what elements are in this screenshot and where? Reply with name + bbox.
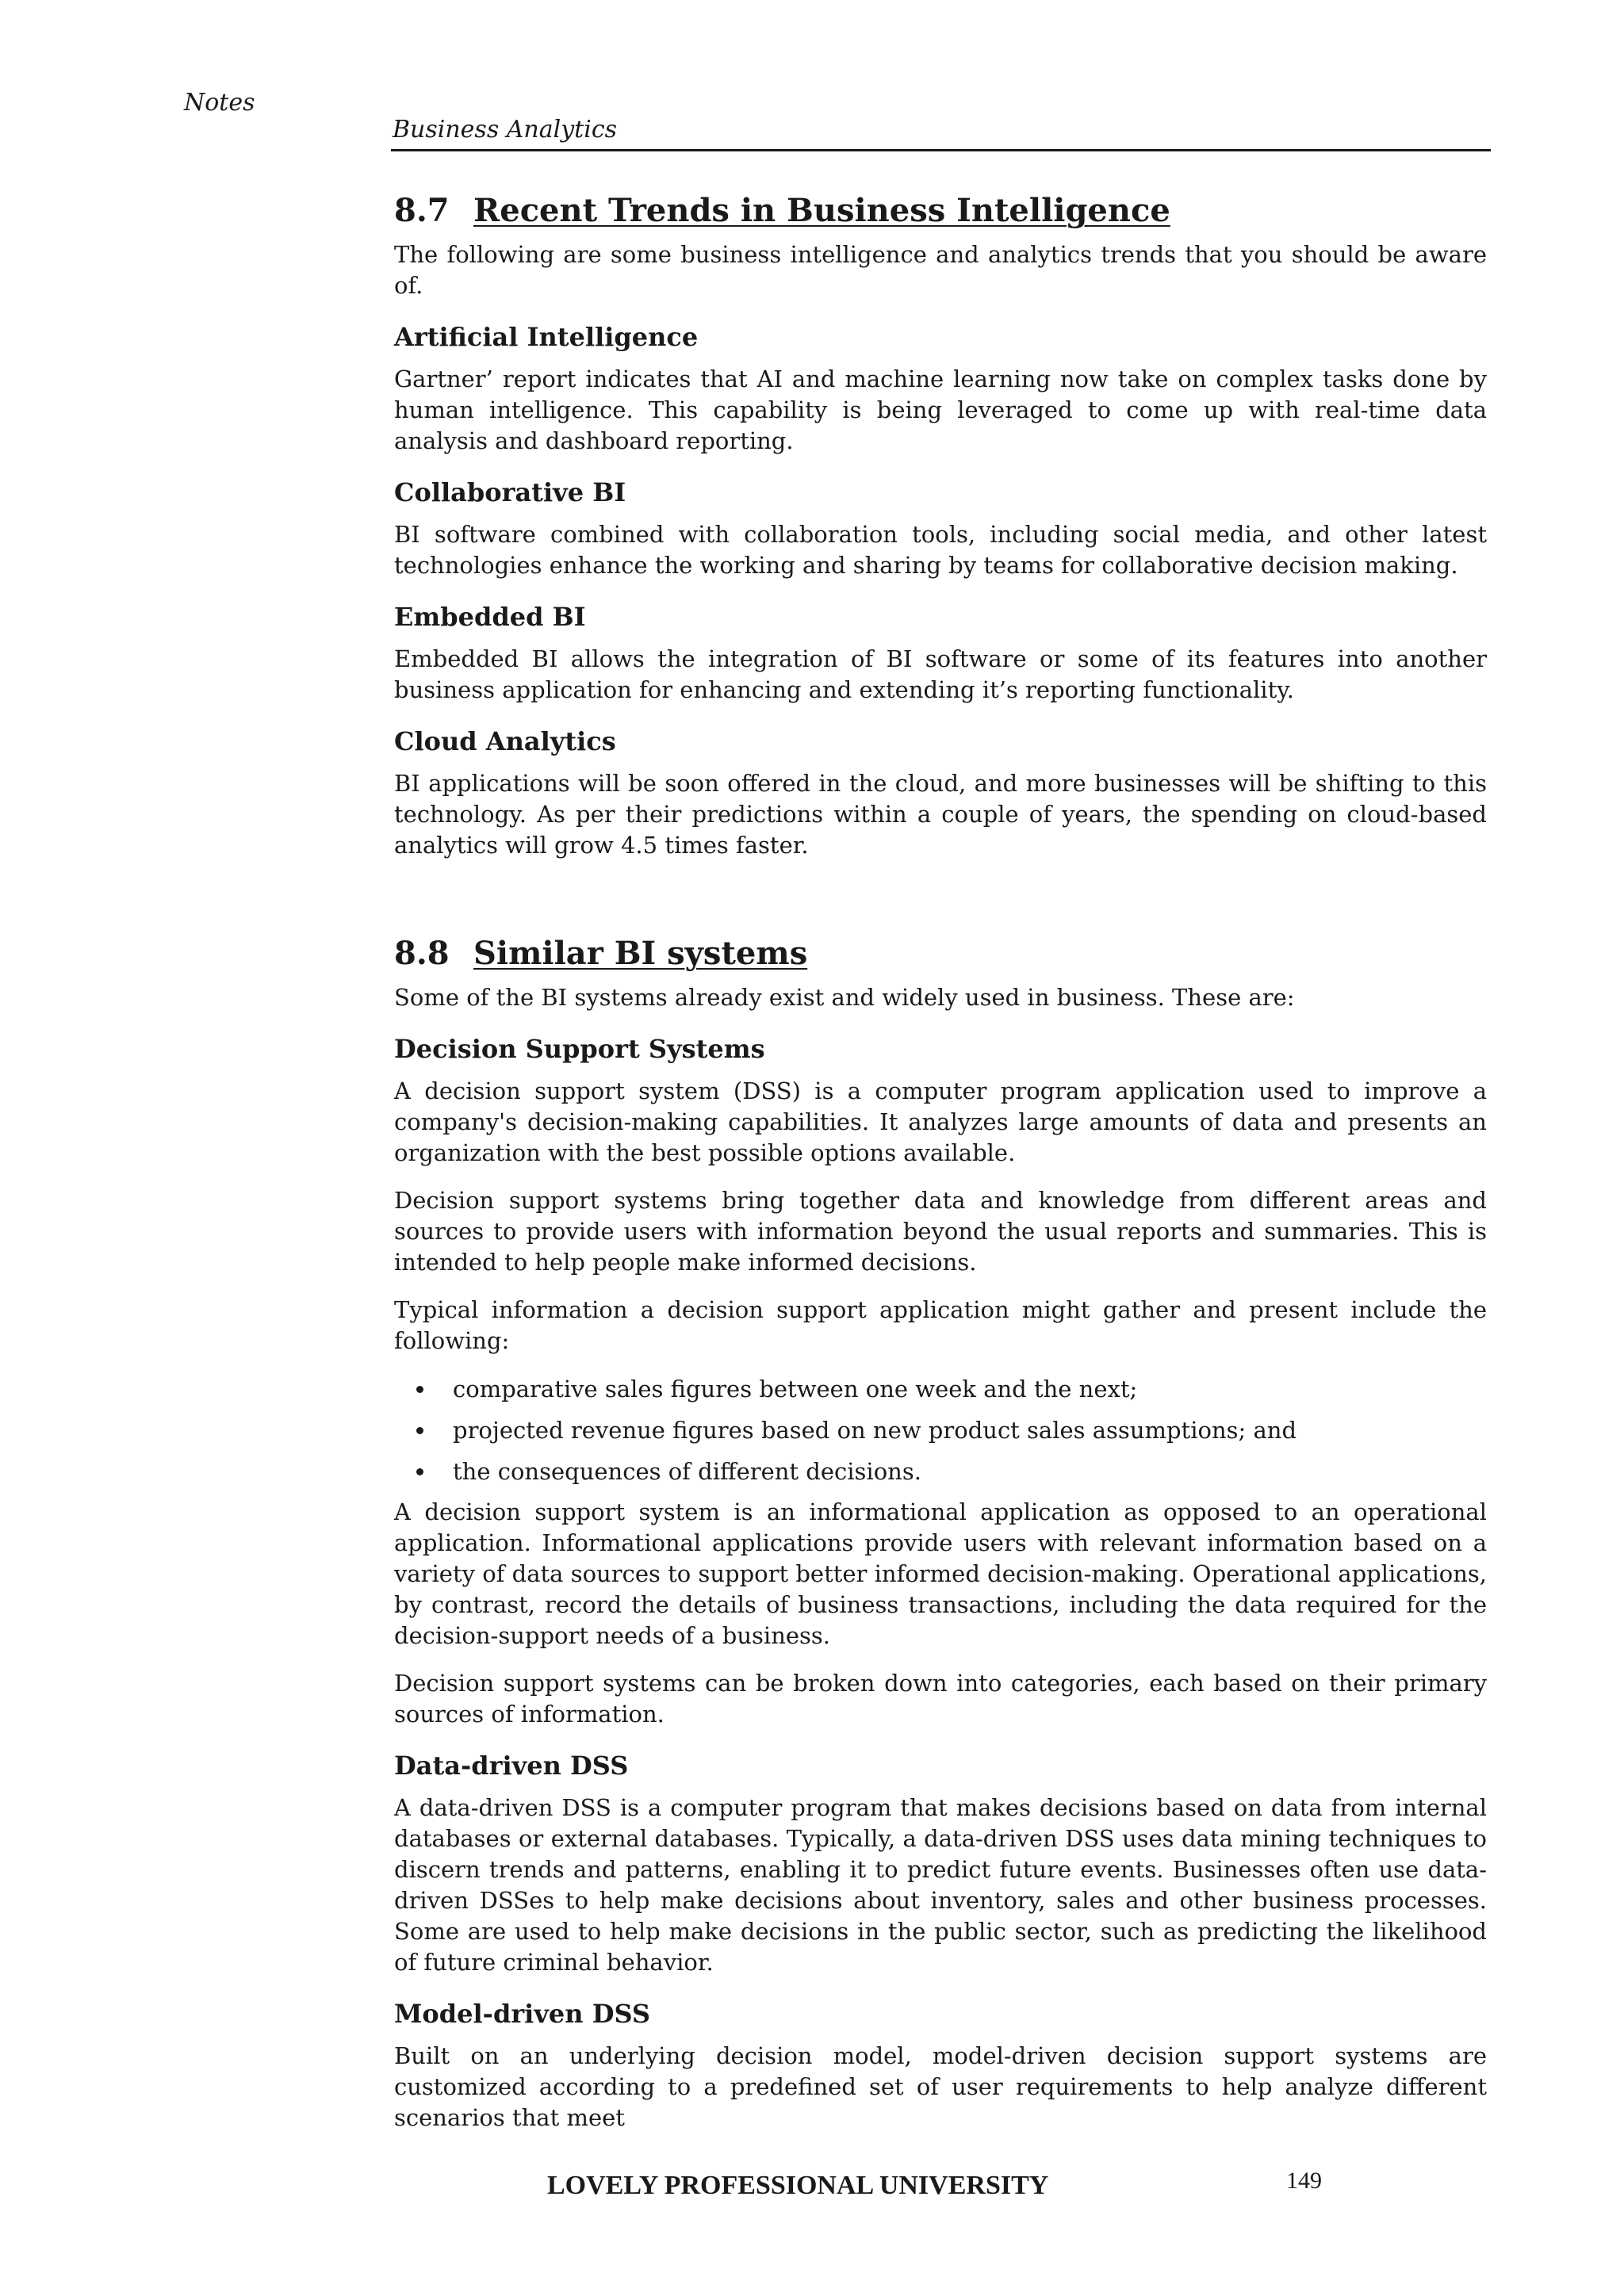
- paragraph: Embedded BI allows the integration of BI software or some of its features into another business application for enhancing and extending it’s reporting functionality.: [394, 645, 1487, 703]
- paragraph: Typical information a decision support application might gather and present include the following:: [394, 1296, 1487, 1354]
- paragraph: BI applications will be soon offered in the cloud, and more businesses will be shifting to this technology. As per their predictions within a couple of years, the spending on cloud-based analytics will grow 4.5 times faster.: [394, 770, 1487, 859]
- subheading-artificial-intelligence: Artificial Intelligence: [394, 322, 699, 352]
- list-item: [394, 1373, 1487, 1405]
- bullet-icon: [416, 1427, 423, 1434]
- paragraph: A decision support system (DSS) is a computer program application used to improve a company's decision-making capabilities. It analyzes large amounts of data and presents an organization with the best possible options available.: [394, 1077, 1487, 1166]
- paragraph: BI software combined with collaboration tools, including social media, and other latest technologies enhance the working and sharing by teams for collaborative decision making.: [394, 521, 1487, 579]
- page-number: 149: [1286, 2168, 1322, 2194]
- section-intro: The following are some business intelligence and analytics trends that you should be aware of.: [394, 241, 1487, 299]
- subheading-collaborative-bi: Collaborative BI: [394, 477, 626, 507]
- subheading-model-driven-dss: Model-driven DSS: [394, 1999, 650, 2029]
- list-item-text: projected revenue figures based on new product sales assumptions; and: [453, 1417, 1297, 1444]
- paragraph: Gartner’ report indicates that AI and machine learning now take on complex tasks done by human intelligence. This capability is being leveraged to come up with real-time data analysis and dashboard reporting.: [394, 365, 1487, 454]
- subheading-cloud-analytics: Cloud Analytics: [394, 726, 616, 756]
- header-title: Business Analytics: [393, 116, 618, 144]
- section-number: 8.7: [394, 192, 450, 229]
- running-header: [391, 111, 1491, 151]
- section-title: Similar BI systems: [473, 935, 808, 972]
- paragraph: Built on an underlying decision model, model-driven decision support systems are customized according to a predefined set of user requirements to help analyze different scenarios that meet: [394, 2042, 1487, 2131]
- footer-university: LOVELY PROFESSIONAL UNIVERSITY: [547, 2171, 1049, 2200]
- list-item: [394, 1414, 1487, 1446]
- bullet-icon: [416, 1468, 423, 1475]
- paragraph: A decision support system is an informational application as opposed to an operational application. Informational applications provide users with relevant information based on a variety of data sources to support better informed decision-making. Operational applications, by contrast, record the details of business transactions, including the data required for the decision-support needs of a business.: [394, 1498, 1487, 1649]
- bullet-list: [394, 1373, 1487, 1487]
- page-content: [394, 187, 1487, 2150]
- subheading-embedded-bi: Embedded BI: [394, 602, 586, 632]
- subheading-decision-support-systems: Decision Support Systems: [394, 1034, 765, 1064]
- section-8-7-heading: [394, 187, 1487, 235]
- list-item: [394, 1456, 1487, 1487]
- list-item-text: the consequences of different decisions.: [453, 1458, 921, 1485]
- paragraph: Decision support systems can be broken down into categories, each based on their primary sources of information.: [394, 1670, 1487, 1728]
- section-number: 8.8: [394, 935, 450, 972]
- bullet-icon: [416, 1386, 423, 1393]
- list-item-text: comparative sales figures between one week and the next;: [453, 1376, 1138, 1402]
- paragraph: A data-driven DSS is a computer program that makes decisions based on data from internal databases or external databases. Typically, a data-driven DSS uses data mining techniques to discern trends and patterns, enabling it to predict future events. Businesses often use data-driven DSSes to help make decisions about inventory, sales and other business processes. Some are used to help make decisions in the public sector, such as predicting the likelihood of future criminal behavior.: [394, 1794, 1487, 1976]
- section-8-8-heading: [394, 930, 1487, 978]
- section-title: Recent Trends in Business Intelligence: [473, 192, 1170, 229]
- section-intro: Some of the BI systems already exist and widely used in business. These are:: [394, 984, 1295, 1011]
- paragraph: Decision support systems bring together data and knowledge from different areas and sources to provide users with information beyond the usual reports and summaries. This is intended to help people make informed decisions.: [394, 1187, 1487, 1276]
- subheading-data-driven-dss: Data-driven DSS: [394, 1751, 629, 1781]
- notes-margin-label: Notes: [184, 89, 255, 117]
